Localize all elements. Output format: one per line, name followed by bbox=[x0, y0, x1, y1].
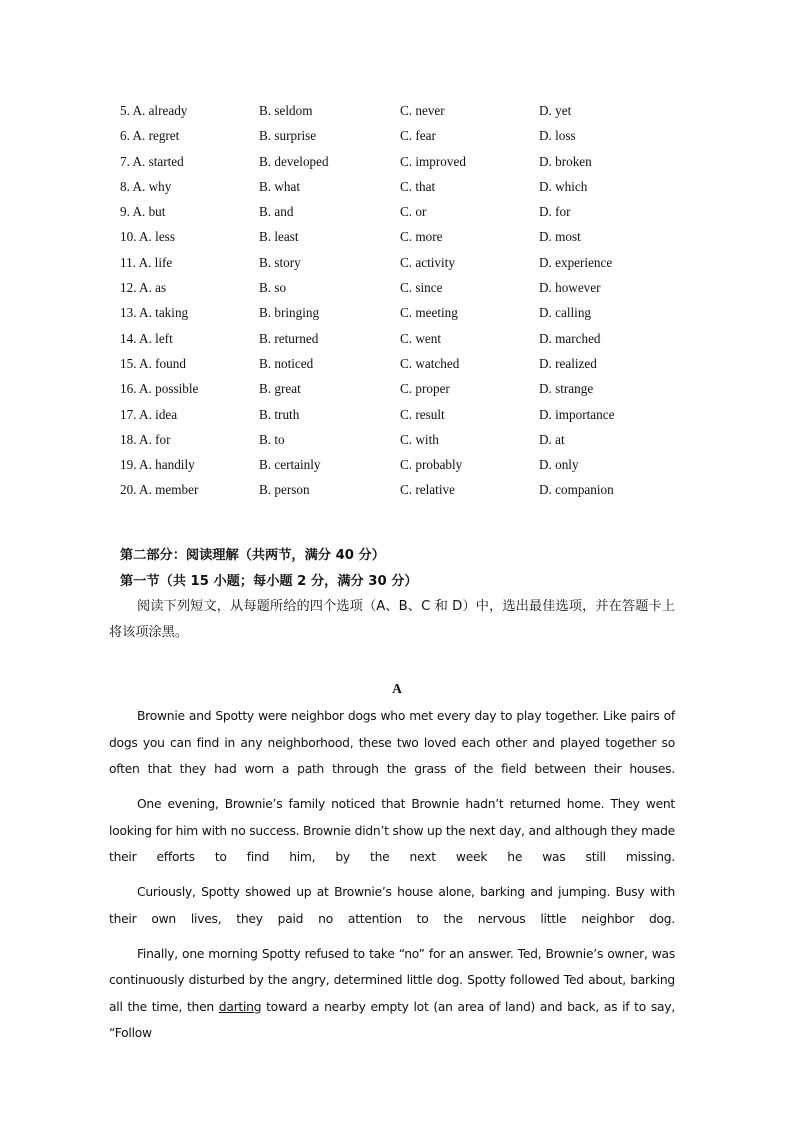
passage-paragraph-2: One evening, Brownie’s family noticed that Brownie hadn’t returned home. They went looking for him with no success. Brownie didn’t show up the next day, and although they made their efforts to find him, by the next week he was still missing. bbox=[109, 797, 675, 864]
section-subheading: 第一节（共 15 小题；每小题 2 分，满分 30 分） bbox=[120, 574, 418, 589]
option-a: 12. A. as bbox=[120, 280, 167, 296]
option-a: 5. A. already bbox=[120, 103, 188, 118]
option-c: C. result bbox=[400, 406, 445, 422]
option-d: D. broken bbox=[539, 153, 592, 169]
option-a: 18. A. for bbox=[120, 431, 171, 447]
option-c: C. relative bbox=[400, 482, 455, 498]
option-row bbox=[120, 177, 680, 202]
option-c: C. watched bbox=[400, 355, 460, 371]
option-c: C. activity bbox=[400, 254, 455, 270]
option-a: 8. A. why bbox=[120, 178, 172, 194]
option-c: C. probably bbox=[400, 457, 463, 473]
option-c: C. improved bbox=[400, 153, 466, 169]
passage-title: A bbox=[392, 681, 402, 696]
option-b: B. returned bbox=[259, 330, 319, 346]
passage-paragraph-4 bbox=[109, 941, 675, 1047]
option-b: B. certainly bbox=[259, 457, 321, 473]
option-row bbox=[120, 202, 680, 227]
option-d: D. at bbox=[539, 431, 565, 447]
option-a: 9. A. but bbox=[120, 204, 166, 220]
option-c: C. never bbox=[400, 103, 445, 118]
option-a: 11. A. life bbox=[120, 254, 173, 270]
option-b: B. developed bbox=[259, 153, 329, 169]
option-d: D. for bbox=[539, 204, 571, 220]
option-a: 15. A. found bbox=[120, 355, 186, 371]
cloze-options bbox=[120, 101, 680, 506]
underlined-word: darting bbox=[218, 999, 262, 1014]
option-d: D. only bbox=[539, 457, 579, 473]
option-b: B. great bbox=[259, 381, 301, 397]
option-c: C. with bbox=[400, 431, 439, 447]
option-c: C. meeting bbox=[400, 305, 458, 321]
instruction-text: 阅读下列短文，从每题所给的四个选项（A、B、C 和 D）中，选出最佳选项，并在答题卡上将该项涂黑。 bbox=[109, 599, 675, 640]
option-a: 19. A. handily bbox=[120, 457, 195, 473]
option-row bbox=[120, 227, 680, 252]
option-a: 16. A. possible bbox=[120, 381, 199, 397]
option-b: B. what bbox=[259, 178, 301, 194]
option-row bbox=[120, 379, 680, 404]
option-c: C. or bbox=[400, 204, 427, 220]
option-b: B. story bbox=[259, 254, 301, 270]
option-row bbox=[120, 329, 680, 354]
paragraph-4-text-end: toward a nearby empty lot (an area of land) and back, as if to say, “Follow bbox=[109, 999, 675, 1040]
option-d: D. realized bbox=[539, 355, 597, 371]
paragraph-4-text-start: Finally, one morning Spotty refused to take “no” for an answer. Ted, Brownie’s owner, was continuously disturbed by the angry, determined little dog. Spotty followed Ted about, barking all the time, then bbox=[109, 946, 675, 1014]
option-a: 14. A. left bbox=[120, 330, 173, 346]
option-b: B. truth bbox=[259, 406, 300, 422]
option-a: 20. A. member bbox=[120, 482, 199, 498]
option-d: D. companion bbox=[539, 482, 614, 498]
option-row bbox=[120, 480, 680, 505]
option-b: B. bringing bbox=[259, 305, 320, 321]
option-a: 6. A. regret bbox=[120, 128, 180, 144]
option-b: B. so bbox=[259, 280, 287, 296]
option-row bbox=[120, 430, 680, 455]
option-d: D. loss bbox=[539, 128, 576, 144]
option-d: D. however bbox=[539, 280, 601, 296]
option-a: 10. A. less bbox=[120, 229, 175, 245]
option-c: C. proper bbox=[400, 381, 450, 397]
passage-paragraph-3: Curiously, Spotty showed up at Brownie’s house alone, barking and jumping. Busy with their own lives, they paid no attention to the nervous little neighbor dog. bbox=[109, 885, 675, 926]
option-a: 17. A. idea bbox=[120, 406, 178, 422]
option-c: C. that bbox=[400, 178, 436, 194]
option-b: B. surprise bbox=[259, 128, 317, 144]
option-c: C. went bbox=[400, 330, 442, 346]
option-row bbox=[120, 455, 680, 480]
option-d: D. importance bbox=[539, 406, 615, 422]
option-row bbox=[120, 303, 680, 328]
option-d: D. calling bbox=[539, 305, 592, 321]
option-b: B. person bbox=[259, 482, 310, 498]
option-b: B. and bbox=[259, 204, 294, 220]
option-b: B. least bbox=[259, 229, 299, 245]
passage-body bbox=[109, 703, 675, 1055]
option-a: 7. A. started bbox=[120, 153, 184, 169]
option-row bbox=[120, 126, 680, 151]
passage-paragraph-1: Brownie and Spotty were neighbor dogs who met every day to play together. Like pairs of dogs you can find in any neighborhood, these two loved each other and played together so often that they had worn a path through the grass of the field between their houses. bbox=[109, 709, 675, 776]
option-b: B. to bbox=[259, 431, 285, 447]
option-a: 13. A. taking bbox=[120, 305, 189, 321]
option-row bbox=[120, 405, 680, 430]
option-d: D. strange bbox=[539, 381, 594, 397]
option-b: B. noticed bbox=[259, 355, 314, 371]
option-row bbox=[120, 278, 680, 303]
option-row bbox=[120, 253, 680, 278]
option-c: C. fear bbox=[400, 128, 436, 144]
option-c: C. since bbox=[400, 280, 443, 296]
option-d: D. which bbox=[539, 178, 588, 194]
option-row bbox=[120, 101, 680, 126]
option-d: D. marched bbox=[539, 330, 601, 346]
option-d: D. experience bbox=[539, 254, 613, 270]
option-d: D. yet bbox=[539, 103, 572, 118]
option-d: D. most bbox=[539, 229, 581, 245]
part-heading: 第二部分：阅读理解（共两节，满分 40 分） bbox=[120, 548, 385, 563]
option-c: C. more bbox=[400, 229, 443, 245]
option-row bbox=[120, 152, 680, 177]
option-b: B. seldom bbox=[259, 103, 313, 118]
option-row bbox=[120, 354, 680, 379]
